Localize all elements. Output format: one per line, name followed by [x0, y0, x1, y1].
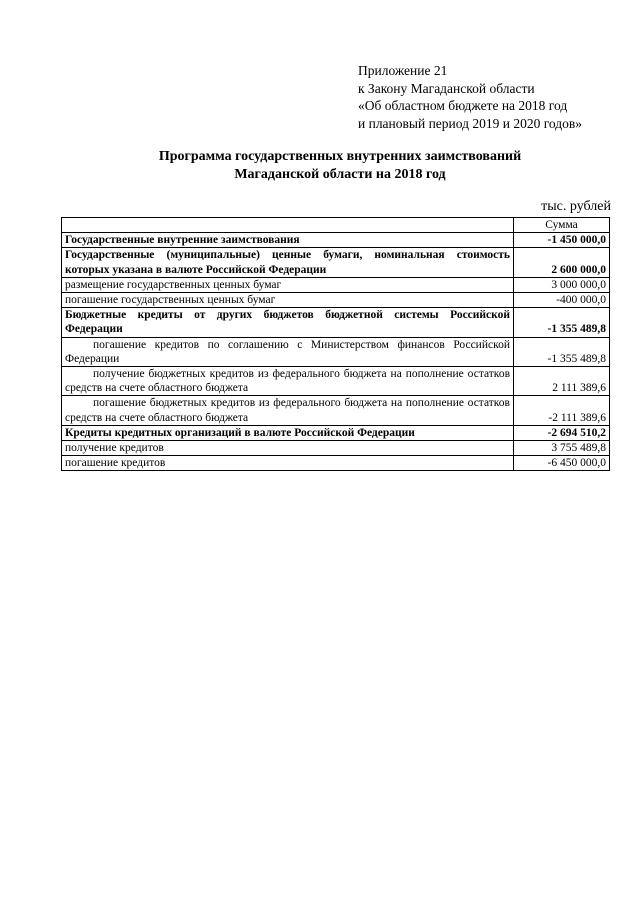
row-amount: 2 600 000,0 — [514, 248, 610, 277]
row-label: погашение кредитов — [62, 456, 514, 471]
table-row — [62, 456, 610, 471]
row-amount: 3 000 000,0 — [514, 277, 610, 292]
title-line: Магаданской области на 2018 год — [234, 167, 446, 182]
row-amount: -400 000,0 — [514, 293, 610, 308]
row-label: Государственные внутренние заимствования — [62, 233, 514, 248]
row-label: Кредиты кредитных организаций в валюте Российской Федерации — [62, 425, 514, 440]
appendix-line: «Об областном бюджете на 2018 год — [358, 98, 568, 113]
row-label: погашение кредитов по соглашению с Министерством финансов Российской Федерации — [62, 337, 514, 366]
row-amount: -1 355 489,8 — [514, 337, 610, 366]
row-label: получение бюджетных кредитов из федерального бюджета на пополнение остатков средств на счете областного бюджета — [62, 367, 514, 396]
table-row — [62, 248, 610, 277]
row-label: погашение государственных ценных бумаг — [62, 293, 514, 308]
row-amount: 3 755 489,8 — [514, 441, 610, 456]
table-row — [62, 337, 610, 366]
row-label: получение кредитов — [62, 441, 514, 456]
table-row — [62, 367, 610, 396]
table-header-row — [62, 218, 610, 233]
borrowing-table — [61, 217, 610, 471]
row-label: размещение государственных ценных бумаг — [62, 277, 514, 292]
table-row — [62, 441, 610, 456]
table-row — [62, 293, 610, 308]
row-label: Бюджетные кредиты от других бюджетов бюджетной системы Российской Федерации — [62, 308, 514, 337]
row-amount: -1 450 000,0 — [514, 233, 610, 248]
appendix-header — [358, 62, 628, 132]
title-line: Программа государственных внутренних заимствований — [158, 149, 522, 164]
row-label: погашение бюджетных кредитов из федерального бюджета на пополнение остатков средств на счете областного бюджета — [62, 396, 514, 425]
row-label: Государственные (муниципальные) ценные бумаги, номинальная стоимость которых указана в валюте Российской Федерации — [62, 248, 514, 277]
header-cell-sum: Сумма — [514, 218, 610, 233]
document-title — [60, 148, 620, 184]
row-amount: -2 111 389,6 — [514, 396, 610, 425]
table-row — [62, 233, 610, 248]
row-amount: 2 111 389,6 — [514, 367, 610, 396]
table-row — [62, 396, 610, 425]
units-label: тыс. рублей — [541, 199, 611, 214]
table-row — [62, 308, 610, 337]
appendix-line: к Закону Магаданской области — [358, 80, 535, 96]
row-amount: -6 450 000,0 — [514, 456, 610, 471]
table-row — [62, 277, 610, 292]
appendix-line: Приложение 21 — [358, 63, 448, 78]
appendix-line: и плановый период 2019 и 2020 годов» — [358, 115, 583, 131]
table-row — [62, 425, 610, 440]
row-amount: -2 694 510,2 — [514, 425, 610, 440]
header-cell-name — [62, 218, 514, 233]
row-amount: -1 355 489,8 — [514, 308, 610, 337]
